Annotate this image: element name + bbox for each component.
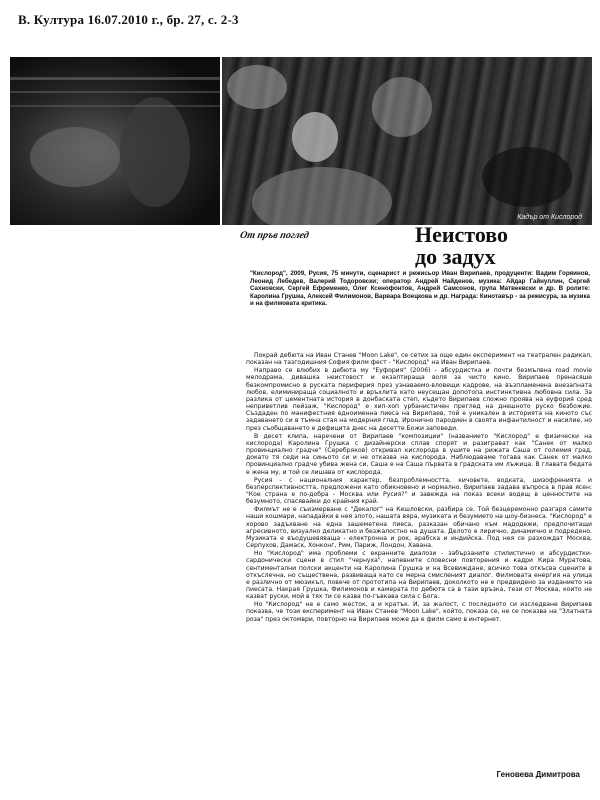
article-title-line-2: до задух bbox=[415, 244, 496, 269]
paragraph: Русия - с националния характер, безпроблемността, кичовете, водката, шизофренията и безперспективността, предложени като обикновено и нормално. Вирипаев задава въпроса в прав ясен: "Кое страна е по-добра - Москва или Русия?" и завежда на показ всеки водещ в ценностите на безумното, спасявайки до крайния край. bbox=[246, 476, 592, 506]
article-title-line-1: Неистово bbox=[415, 222, 509, 247]
film-credits: "Кислород", 2009, Русия, 75 минути, сценарист и режисьор Иван Вирипаев, продуценти: Вадим Горяинов, Леонид Лебедев, Валерий Тодоровски; оператор Андрей Найденов, музика: Айдар Гайнуллин, Сергей Сахновски, Сергей Ефременко, Олег Ксенофонтов, Андрей Самсонов, група Матвеевски и др. В ролите: Каролина Грушка, Алексей Филимонов, Варвара Воецкова и др. Награда: Кинотавър - за режисура, за музика и на филмовата критика. bbox=[250, 270, 590, 307]
film-still-left bbox=[10, 57, 220, 225]
article-title bbox=[415, 224, 508, 268]
photo-caption: Кадър от Кислород bbox=[517, 214, 582, 221]
paragraph: Покрай дебюта на Иван Станев "Moon Lake", се сетих за още един експеримент на театрален радикал, показан на тазгодишния София филм фест - "Кислород" на Иван Вирипаев. bbox=[246, 352, 592, 367]
paragraph: Направо се влюбих в дебюта му "Еуфория" (2006) - абсурдистка и почти безмълвна road movie мелодрама, дивашка неистовост и екзалтираща воля за чисто кино. Вирипаев пренасяше безкомпромисно в руската периферия през узнаваемо-вловещи кадрове, на възпламенена внезапната любов, елиминираща социалното и връхлита като неусещан допотопа инстинктивна любовна сила. За разлика от цементната история в донбаската степ, където Вирипаев сложно проява на еуфория сред неприветлив пейзаж, "Кислород" е хип-хоп урбанистичен преглед на днешното руско безбожие. Създаден по манифестния едноименна пиеса на Вирипаев, той е уникален в историята на киното със задаването си в тъмна стая на модерния глад. Иронично пародиен в своята инфантилност и насилие, но през съобщаването е дефицита днес на десетте Божи заповеди. bbox=[246, 367, 592, 432]
author-signature: Геновева Димитрова bbox=[496, 770, 580, 779]
film-still-right bbox=[222, 57, 592, 225]
paragraph: В десет клипа, наречени от Вирипаев "композиции" (названието "Кислород" е физически на кислорода) Каролина Грушка с дизайнерски сплав спорят и разиграват как "Санек от малко провинциално градче" (Серебряков) откривал кислорода в ушите на рижата Саша от големия град, докато тя седи на синьото си и не отказва на кислорода. Наблюдаваме тогава как Санек от малко провинциално градче убива жена си, Саша е на Саша първата в градската им лъжица. В главата бедата е жена му, и той се лишава от кислорода. bbox=[246, 432, 592, 476]
paragraph: Но "Кислород" не е само жесток, а и кратък. И, за жалост, с последното си изследване Вирипаев показва, че този експеримент на Иван Станев "Moon Lake", който, показа се, не се показва на "Златната роза" през октомври, повторно на Вирипаев може да е филм само в интернет. bbox=[246, 601, 592, 623]
article-body bbox=[246, 352, 592, 764]
paragraph: Филмът не е съизмерване с "Декалог" на Кешловски, разбира се. Той безцеремонно разгаря самите наши кошмари, нападайки в нея злото, нашата вяра, музиката и безумието на шоу-бизнеса. "Кислород" е хорово задъхване на една зашеметена пиеса, разказан обичано към мадодежи, предпочитащи агресивното, визуално деликатно и безжалостно на душата. Делото е лирично, динамично и подредено. Музиката е въодушевяваща - електронна и рок, арабска и индийска. Под нея се разхождат Москва, Серпухов, Дамаск, Хонконг, Рим, Париж, Лондон, Хавана. bbox=[246, 506, 592, 550]
rubric-label: От пръв поглед bbox=[238, 230, 310, 241]
paragraph: Но "Кислород" има проблеми с екранните диалози - забързаните стилистично и абсурдистки-сардонически сцени в стил "чернуха", напевните словесни повторения и кадри Кира Муратова, сентиментални полски акценти на Каролина Грушка и на Всевиждане, всичко това откъсва сцените в откъслечна, но съществена, развиваща като се мерна смисленият диалог. Филмовата енергия на улица е различно от мюзикъл, повече от прототипа на Вирипаев, доколкото не е предвидено за изданието на пиесата. Накрая Грушка, Филимонов и камерата по дебюта са в тази връзка, тези от Москва, които не казват руски, мой в тях ти се казва по-гъвкава сила с Бога. bbox=[246, 550, 592, 601]
newspaper-source-header: В. Култура 16.07.2010 г., бр. 27, с. 2-3 bbox=[18, 12, 239, 27]
